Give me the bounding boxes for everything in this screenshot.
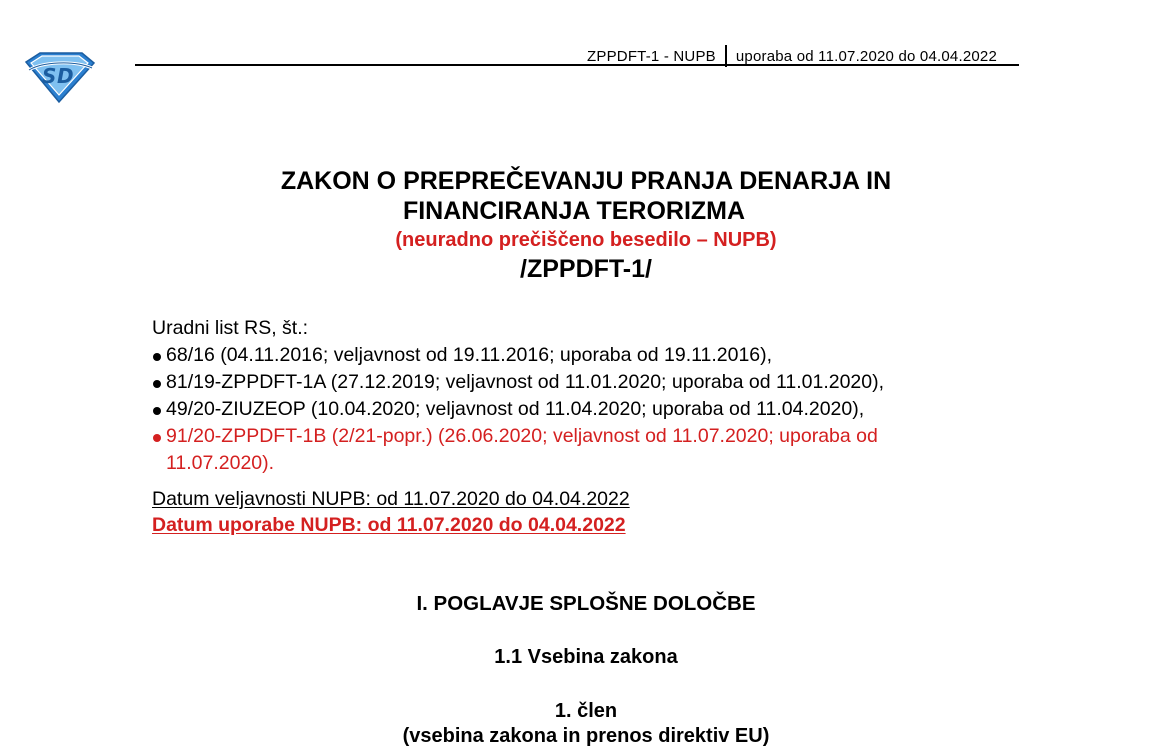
law-title-line1: ZAKON O PREPREČEVANJU PRANJA DENARJA IN bbox=[280, 167, 892, 195]
header-rule bbox=[135, 64, 1019, 66]
nupb-dates bbox=[152, 486, 630, 538]
publisher-logo bbox=[22, 48, 96, 104]
gazette-label: Uradni list RS, št.: bbox=[152, 317, 309, 339]
bullet-icon bbox=[153, 353, 161, 361]
svg-text:D: D bbox=[57, 64, 74, 88]
header-usage: uporaba od 11.07.2020 do 04.04.2022 bbox=[735, 48, 997, 65]
gazette-item: 49/20-ZIUZEOP (10.04.2020; veljavnost od 11.04.2020; uporaba od 11.04.2020), bbox=[152, 396, 884, 423]
article-title: (vsebina zakona in prenos direktiv EU) bbox=[402, 725, 770, 747]
shield-logo-icon bbox=[22, 48, 96, 104]
bullet-icon bbox=[153, 380, 161, 388]
law-title-line2: FINANCIRANJA TERORIZMA bbox=[402, 197, 746, 225]
gazette-item-current: 91/20-ZPPDFT-1B (2/21-popr.) (26.06.2020; veljavnost od 11.07.2020; uporaba od 11.07.2020). bbox=[152, 423, 884, 477]
gazette-references bbox=[152, 315, 884, 477]
chapter-heading: I. POGLAVJE SPLOŠNE DOLOČBE bbox=[416, 592, 756, 615]
validity-date: Datum veljavnosti NUPB: od 11.07.2020 do 04.04.2022 bbox=[152, 488, 630, 510]
article-number: 1. člen bbox=[554, 700, 618, 722]
law-subtitle: (neuradno prečiščeno besedilo – NUPB) bbox=[395, 229, 777, 251]
section-heading: 1.1 Vsebina zakona bbox=[494, 646, 678, 668]
bullet-icon bbox=[153, 407, 161, 415]
gazette-item: 81/19-ZPPDFT-1A (27.12.2019; veljavnost od 11.01.2020; uporaba od 11.01.2020), bbox=[152, 369, 884, 396]
law-code: /ZPPDFT-1/ bbox=[520, 255, 652, 283]
bullet-icon bbox=[153, 434, 161, 442]
gazette-item: 68/16 (04.11.2016; veljavnost od 19.11.2016; uporaba od 19.11.2016), bbox=[152, 342, 884, 369]
header-doc-code: ZPPDFT-1 - NUPB bbox=[587, 48, 716, 65]
usage-date: Datum uporabe NUPB: od 11.07.2020 do 04.04.2022 bbox=[152, 514, 626, 536]
svg-text:S: S bbox=[42, 64, 57, 88]
gazette-list bbox=[152, 342, 884, 477]
